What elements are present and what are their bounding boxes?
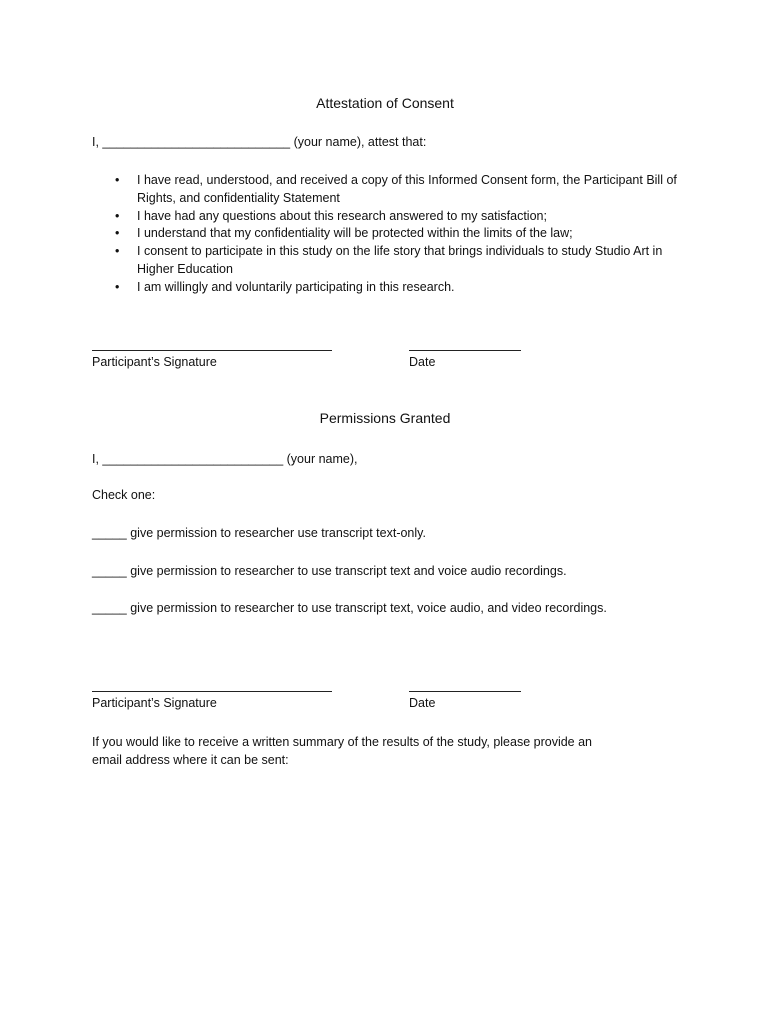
date-label: Date	[409, 696, 436, 710]
permission-option-text-only[interactable]: _____ give permission to researcher use transcript text-only.	[92, 526, 426, 540]
list-item: • I consent to participate in this study on the life story that brings individuals to study Studio Art in Higher Education	[115, 244, 663, 276]
attestation-bullet-list	[92, 172, 692, 297]
date-label: Date	[409, 355, 436, 369]
signature-line[interactable]	[92, 350, 332, 351]
bullet-icon: •	[115, 173, 120, 187]
permission-option-text-audio[interactable]: _____ give permission to researcher to use transcript text and voice audio recordings.	[92, 564, 567, 578]
bullet-icon: •	[115, 244, 120, 259]
list-item: • I have read, understood, and received a copy of this Informed Consent form, the Participant Bill of Rights, and confidentiality Statement	[115, 173, 677, 205]
bullet-icon: •	[115, 208, 120, 223]
date-line[interactable]	[409, 691, 521, 692]
signature-label: Participant’s Signature	[92, 355, 217, 369]
attestation-intro[interactable]: I, ___________________________ (your name), attest that:	[92, 135, 427, 149]
summary-request-line-2: email address where it can be sent:	[92, 753, 289, 767]
list-item: • I have had any questions about this research answered to my satisfaction;	[92, 208, 692, 226]
permissions-intro[interactable]: I, __________________________ (your name),	[92, 452, 358, 466]
attestation-title: Attestation of Consent	[316, 95, 454, 111]
permission-option-text-audio-video[interactable]: _____ give permission to researcher to use transcript text, voice audio, and video recordings.	[92, 601, 607, 615]
signature-line[interactable]	[92, 691, 332, 692]
permissions-title: Permissions Granted	[319, 410, 451, 426]
summary-request-line-1: If you would like to receive a written summary of the results of the study, please provide an	[92, 735, 593, 749]
list-item: • I understand that my confidentiality will be protected within the limits of the law;	[92, 225, 692, 243]
signature-label: Participant’s Signature	[92, 696, 217, 710]
list-item: • I am willingly and voluntarily participating in this research.	[92, 279, 692, 297]
bullet-icon: •	[115, 279, 120, 294]
date-line[interactable]	[409, 350, 521, 351]
check-one-label: Check one:	[92, 488, 156, 502]
bullet-icon: •	[115, 226, 120, 241]
